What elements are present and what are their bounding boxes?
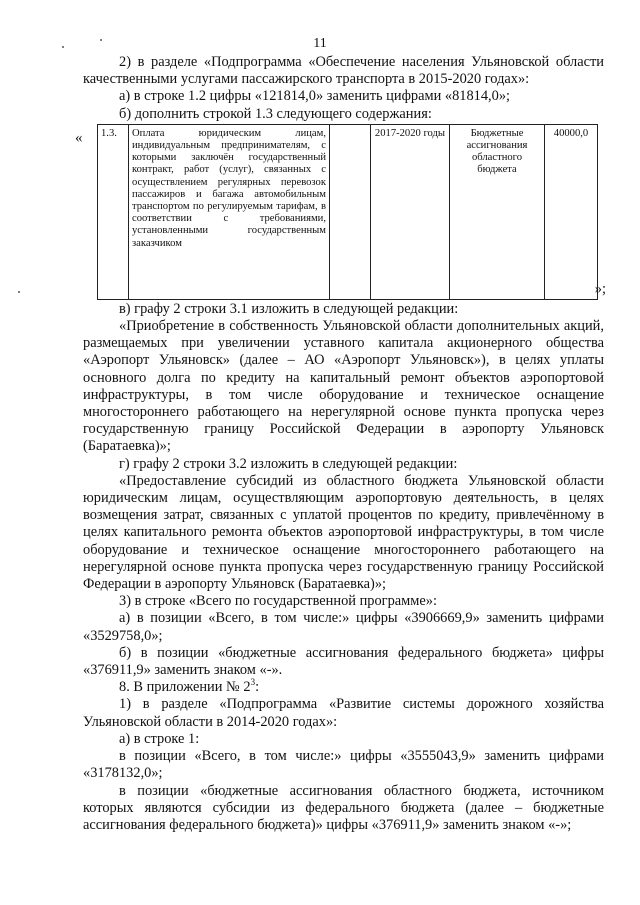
heading-tail: :: [255, 679, 260, 696]
paragraph: в позиции «Всего, в том числе:» цифры «3555043,9» заменить цифрами «3178132,0»;: [83, 748, 604, 782]
paragraph: а) в позиции «Всего, в том числе:» цифры «3906669,9» заменить цифрами «3529758,0»;: [83, 610, 604, 644]
cell-description-text: Оплата юридическим лицам, индивидуальным предпринимателям, с которыми заключён государственный контракт, работ (услуг), связанных с осуществлением регулярных перевозок пассажиров и багажа автомобильным транспортом по регулируемым тарифам, в соответствии с требованиями, установленными государственным заказчиком: [132, 127, 326, 249]
inserted-row-block: [75, 124, 606, 300]
superscript: 3: [250, 677, 256, 688]
paragraph: в позиции «бюджетные ассигнования областного бюджета, источником которых являются субсидии из федерального бюджета (далее – бюджетные ассигнования федерального бюджета)» цифры «376911,9» заменить знаком «-»;: [83, 782, 604, 833]
cell-description: [129, 124, 330, 299]
paragraph: а) в строке 1.2 цифры «121814,0» заменить цифрами «81814,0»;: [119, 88, 511, 105]
page-number: 11: [313, 36, 327, 51]
cell-empty: [330, 124, 371, 299]
paragraph: б) дополнить строкой 1.3 следующего содержания:: [119, 105, 432, 122]
scan-speck: [100, 39, 102, 41]
inserted-row-table: [97, 124, 598, 300]
paragraph: г) графу 2 строки 3.2 изложить в следующей редакции:: [119, 455, 458, 472]
scan-speck: [62, 46, 64, 48]
paragraph-section-heading: [83, 679, 604, 696]
cell-funding-source: Бюджетные ассигнования областного бюджета: [450, 124, 545, 299]
cell-amount: 40000,0: [545, 124, 598, 299]
opening-quote: «: [75, 129, 83, 146]
paragraph: 2) в разделе «Подпрограмма «Обеспечение населения Ульяновской области качественными услугами пассажирского транспорта в 2015-2020 годах»:: [83, 54, 604, 88]
heading-text: 8. В приложении № 2: [119, 679, 251, 696]
document-body: [75, 54, 606, 834]
scan-speck: [18, 291, 20, 293]
paragraph: 1) в разделе «Подпрограмма «Развитие системы дорожного хозяйства Ульяновской области в 2014-2020 годах»:: [83, 696, 604, 730]
table-row: [98, 124, 598, 299]
paragraph: а) в строке 1:: [119, 730, 200, 747]
paragraph: в) графу 2 строки 3.1 изложить в следующей редакции:: [119, 300, 459, 317]
cell-row-number: 1.3.: [98, 124, 129, 299]
paragraph: 3) в строке «Всего по государственной программе»:: [119, 593, 437, 610]
paragraph: «Приобретение в собственность Ульяновской области дополнительных акций, размещаемых при увеличении уставного капитала акционерного общества «Аэропорт Ульяновск» (далее – АО «Аэропорт Ульяновск»), в целях уплаты основного долга по кредиту на капитальный ремонт объектов аэропортовой инфраструктуры, в том числе оборудование и техническое оснащение многостороннего работающего на нерегулярной основе пункта пропуска через государственную границу Российской Федерации в аэропорту Ульяновск (Баратаевка)»;: [83, 318, 604, 455]
paragraph: б) в позиции «бюджетные ассигнования федерального бюджета» цифры «376911,9» заменить знаком «-».: [83, 644, 604, 679]
closing-quote: »;: [594, 280, 606, 297]
paragraph: «Предоставление субсидий из областного бюджета Ульяновской области юридическим лицам, осуществляющим аэропортовую деятельность, в целях возмещения затрат, связанных с уплатой процентов по кредиту, привлечённому в целях капитального ремонта объектов аэропортовой инфраструктуры, в том числе оборудование и техническое оснащение многостороннего работающего на нерегулярной основе пункта пропуска через государственную границу Российской Федерации в аэропорту Ульяновск (Баратаевка)»;: [83, 472, 604, 593]
cell-period: 2017-2020 годы: [371, 124, 450, 299]
